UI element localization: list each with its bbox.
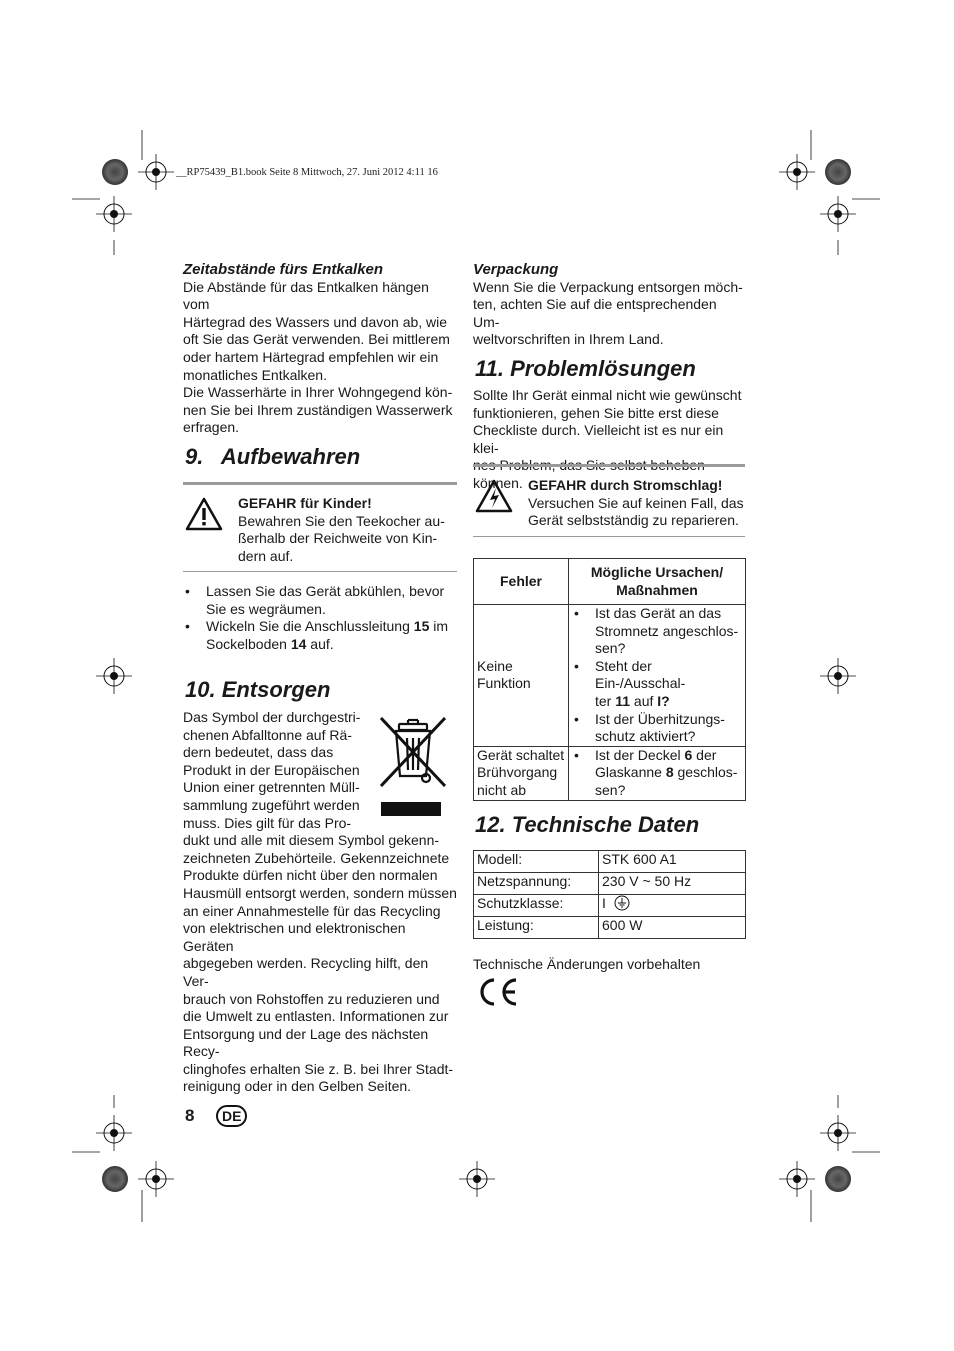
- table-row: [474, 605, 746, 747]
- storage-bullets: [183, 583, 457, 653]
- list-item: • Lassen Sie das Gerät abkühlen, bevor Sie es wegräumen.: [183, 583, 457, 618]
- spec-label: Schutzklasse:: [474, 895, 599, 917]
- warning-icon: [185, 497, 223, 531]
- section-9-title: 9. Aufbewahren: [185, 444, 361, 469]
- troubleshooting-table: [473, 558, 746, 801]
- ce-mark-icon: [474, 976, 520, 1008]
- section-12-title: 12. Technische Daten: [475, 812, 700, 837]
- spec-value: STK 600 A1: [599, 851, 746, 873]
- warning-electric-shock: GEFAHR durch Stromschlag! Versuchen Sie auf keinen Fall, das Gerät selbstständig zu reparieren.: [473, 464, 745, 537]
- table-row: [474, 917, 746, 939]
- table-row: [474, 851, 746, 873]
- section-11-title: 11. Problemlösungen: [475, 356, 696, 381]
- cause-cell: • Ist das Gerät an das Stromnetz angeschlos- sen? • Steht der Ein-/Ausschal- ter 11 auf I? • Ist der Überhitzungs- schutz aktiviert?: [569, 605, 746, 747]
- warning-children-title: GEFAHR für Kinder!: [238, 495, 372, 511]
- descale-text: Die Abstände für das Entkalken hängen vom Härtegrad des Wassers und davon ab, wie oft Sie das Gerät verwenden. Bei mittlerem oder hartem Härtegrad empfehlen wir ein monatliches Entkalken. Die Wasserhärte in Ihrer Wohngegend kön- nen Sie bei Ihrem zuständigen Wasserwerk erfragen.: [183, 278, 453, 436]
- color-rosette: [825, 159, 851, 185]
- warning-children: GEFAHR für Kinder! Bewahren Sie den Teekocher au- ßerhalb der Reichweite von Kin- dern auf.: [183, 482, 457, 572]
- cause-cell: • Ist der Deckel 6 der Glaskanne 8 geschlos- sen?: [569, 746, 746, 800]
- page-number: 8: [185, 1106, 195, 1125]
- color-rosette: [102, 159, 128, 185]
- color-rosette: [102, 1166, 128, 1192]
- packaging-title: Verpackung: [473, 261, 559, 278]
- specs-table: [473, 850, 746, 939]
- left-column: [183, 261, 457, 437]
- language-badge: DE: [216, 1105, 247, 1127]
- fault-cell: Gerät schaltet Brühvorgang nicht ab: [474, 746, 569, 800]
- header-fault: Fehler: [474, 559, 569, 605]
- disposal-text: Das Symbol der durchgestri- chenen Abfalltonne auf Rä- dern bedeutet, dass das Produkt in der Europäischen Union einer getrennten Müll- sammlung zugeführt werden muss. Dies gilt für das Pro- dukt und alle mit diesem Symbol gekenn- zeichneten Zubehörteile. Gekennzeichnete Produkte dürfen nicht über den normalen Hausmüll entsorgt werden, sondern müssen an einer Annahmestelle für das Recycling von elektrischen und elektronischen Geräten abgegeben werden. Recycling hilft, den Ver- brauch von Rohstoffen zu reduzieren und die Umwelt zu entlasten. Informationen zur Entsorgung und der Lage des nächsten Recy- clinghofes erhalten Sie z. B. bei Ihrer Stadt- reinigung oder in den Gelben Seiten.: [183, 709, 457, 1095]
- list-item: • Wickeln Sie die Anschlussleitung 15 im Sockelboden 14 auf.: [183, 618, 457, 653]
- electric-hazard-icon: [475, 479, 513, 513]
- troubleshooting-intro: Sollte Ihr Gerät einmal nicht wie gewünscht funktionieren, gehen Sie bitte erst diese Checkliste durch. Vielleicht ist es nur ein klei- nes Problem, das Sie selbst beheben können.: [473, 387, 742, 491]
- tech-note: Technische Änderungen vorbehalten: [473, 956, 701, 972]
- protective-earth-icon: [614, 895, 630, 911]
- section-10-title: 10. Entsorgen: [185, 677, 331, 702]
- warning-shock-title: GEFAHR durch Stromschlag!: [528, 477, 723, 493]
- spec-label: Leistung:: [474, 917, 599, 939]
- descale-title: Zeitabstände fürs Entkalken: [183, 261, 384, 278]
- table-row: [474, 895, 746, 917]
- table-row: [474, 746, 746, 800]
- spec-value: 600 W: [599, 917, 746, 939]
- crossed-bin-icon: [377, 714, 449, 818]
- color-rosette: [825, 1166, 851, 1192]
- spec-value: I: [599, 895, 746, 917]
- table-row: [474, 559, 746, 605]
- spec-label: Netzspannung:: [474, 873, 599, 895]
- spec-value: 230 V ~ 50 Hz: [599, 873, 746, 895]
- packaging-block: Verpackung Wenn Sie die Verpackung entsorgen möch- ten, achten Sie auf die entsprechenden Um- weltvorschriften in Ihrem Land.: [473, 261, 746, 349]
- table-row: [474, 873, 746, 895]
- header-cause: Mögliche Ursachen/ Maßnahmen: [569, 559, 746, 605]
- fault-cell: Keine Funktion: [474, 605, 569, 747]
- spec-label: Modell:: [474, 851, 599, 873]
- print-header: __RP75439_B1.book Seite 8 Mittwoch, 27. Juni 2012 4:11 16: [176, 167, 438, 178]
